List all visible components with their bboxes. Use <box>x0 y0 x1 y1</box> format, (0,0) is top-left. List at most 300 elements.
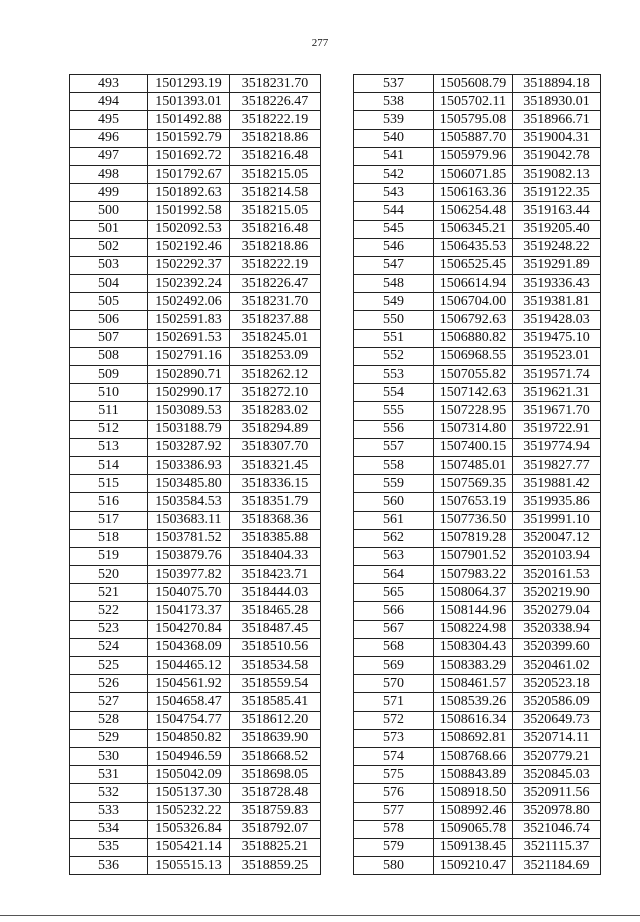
table-row <box>70 202 321 220</box>
x-coordinate-cell: 1506614.94 <box>434 275 513 293</box>
x-coordinate-cell: 1507485.01 <box>434 456 513 474</box>
point-number-cell: 538 <box>354 93 434 111</box>
y-coordinate-cell: 3518792.07 <box>230 820 321 838</box>
y-coordinate-cell: 3521184.69 <box>513 857 601 875</box>
y-coordinate-cell: 3518262.12 <box>230 366 321 384</box>
point-number-cell: 554 <box>354 384 434 402</box>
point-number-cell: 560 <box>354 493 434 511</box>
table-row <box>70 729 321 747</box>
table-row <box>354 784 601 802</box>
table-row <box>70 820 321 838</box>
x-coordinate-cell: 1501492.88 <box>148 111 230 129</box>
y-coordinate-cell: 3518226.47 <box>230 93 321 111</box>
y-coordinate-cell: 3519671.70 <box>513 402 601 420</box>
y-coordinate-cell: 3518307.70 <box>230 438 321 456</box>
table-row <box>354 566 601 584</box>
y-coordinate-cell: 3518639.90 <box>230 729 321 747</box>
x-coordinate-cell: 1507653.19 <box>434 493 513 511</box>
x-coordinate-cell: 1508992.46 <box>434 802 513 820</box>
x-coordinate-cell: 1506704.00 <box>434 293 513 311</box>
y-coordinate-cell: 3520911.56 <box>513 784 601 802</box>
y-coordinate-cell: 3519205.40 <box>513 220 601 238</box>
page-number: 277 <box>311 37 329 49</box>
table-row <box>70 766 321 784</box>
x-coordinate-cell: 1508304.43 <box>434 638 513 656</box>
y-coordinate-cell: 3518859.25 <box>230 857 321 875</box>
y-coordinate-cell: 3520586.09 <box>513 693 601 711</box>
y-coordinate-cell: 3520649.73 <box>513 711 601 729</box>
point-number-cell: 556 <box>354 420 434 438</box>
x-coordinate-cell: 1503386.93 <box>148 456 230 474</box>
table-row <box>70 747 321 765</box>
y-coordinate-cell: 3519827.77 <box>513 456 601 474</box>
y-coordinate-cell: 3521046.74 <box>513 820 601 838</box>
point-number-cell: 525 <box>70 657 148 675</box>
point-number-cell: 531 <box>70 766 148 784</box>
point-number-cell: 506 <box>70 311 148 329</box>
table-row <box>70 366 321 384</box>
point-number-cell: 579 <box>354 838 434 856</box>
table-row <box>354 366 601 384</box>
y-coordinate-cell: 3520714.11 <box>513 729 601 747</box>
point-number-cell: 494 <box>70 93 148 111</box>
x-coordinate-cell: 1508692.81 <box>434 729 513 747</box>
x-coordinate-cell: 1506792.63 <box>434 311 513 329</box>
y-coordinate-cell: 3519082.13 <box>513 165 601 183</box>
table-row <box>354 493 601 511</box>
table-row <box>354 347 601 365</box>
table-row <box>70 275 321 293</box>
point-number-cell: 526 <box>70 675 148 693</box>
point-number-cell: 508 <box>70 347 148 365</box>
x-coordinate-cell: 1503683.11 <box>148 511 230 529</box>
table-row <box>354 111 601 129</box>
x-coordinate-cell: 1507983.22 <box>434 566 513 584</box>
point-number-cell: 555 <box>354 402 434 420</box>
table-row <box>354 165 601 183</box>
table-row <box>70 129 321 147</box>
y-coordinate-cell: 3518231.70 <box>230 75 321 93</box>
y-coordinate-cell: 3518283.02 <box>230 402 321 420</box>
point-number-cell: 535 <box>70 838 148 856</box>
table-row <box>70 529 321 547</box>
y-coordinate-cell: 3518759.83 <box>230 802 321 820</box>
table-row <box>354 256 601 274</box>
table-row <box>354 820 601 838</box>
x-coordinate-cell: 1506345.21 <box>434 220 513 238</box>
point-number-cell: 577 <box>354 802 434 820</box>
table-row <box>70 693 321 711</box>
y-coordinate-cell: 3518222.19 <box>230 111 321 129</box>
point-number-cell: 559 <box>354 475 434 493</box>
x-coordinate-cell: 1508918.50 <box>434 784 513 802</box>
point-number-cell: 523 <box>70 620 148 638</box>
table-row <box>70 147 321 165</box>
y-coordinate-cell: 3518218.86 <box>230 129 321 147</box>
y-coordinate-cell: 3520161.53 <box>513 566 601 584</box>
x-coordinate-cell: 1502890.71 <box>148 366 230 384</box>
y-coordinate-cell: 3519291.89 <box>513 256 601 274</box>
table-row <box>354 675 601 693</box>
table-row <box>70 638 321 656</box>
y-coordinate-cell: 3518487.45 <box>230 620 321 638</box>
table-row <box>70 402 321 420</box>
y-coordinate-cell: 3518218.86 <box>230 238 321 256</box>
x-coordinate-cell: 1505137.30 <box>148 784 230 802</box>
point-number-cell: 552 <box>354 347 434 365</box>
point-number-cell: 520 <box>70 566 148 584</box>
x-coordinate-cell: 1505042.09 <box>148 766 230 784</box>
point-number-cell: 573 <box>354 729 434 747</box>
x-coordinate-cell: 1503781.52 <box>148 529 230 547</box>
x-coordinate-cell: 1501592.79 <box>148 129 230 147</box>
point-number-cell: 499 <box>70 184 148 202</box>
point-number-cell: 549 <box>354 293 434 311</box>
point-number-cell: 524 <box>70 638 148 656</box>
y-coordinate-cell: 3518272.10 <box>230 384 321 402</box>
y-coordinate-cell: 3519991.10 <box>513 511 601 529</box>
y-coordinate-cell: 3519042.78 <box>513 147 601 165</box>
y-coordinate-cell: 3518216.48 <box>230 147 321 165</box>
point-number-cell: 512 <box>70 420 148 438</box>
point-number-cell: 545 <box>354 220 434 238</box>
point-number-cell: 572 <box>354 711 434 729</box>
x-coordinate-cell: 1505979.96 <box>434 147 513 165</box>
table-row <box>70 311 321 329</box>
x-coordinate-cell: 1503879.76 <box>148 547 230 565</box>
y-coordinate-cell: 3518728.48 <box>230 784 321 802</box>
point-number-cell: 511 <box>70 402 148 420</box>
table-row <box>354 529 601 547</box>
y-coordinate-cell: 3519381.81 <box>513 293 601 311</box>
x-coordinate-cell: 1507055.82 <box>434 366 513 384</box>
table-row <box>70 347 321 365</box>
point-number-cell: 519 <box>70 547 148 565</box>
x-coordinate-cell: 1501892.63 <box>148 184 230 202</box>
point-number-cell: 510 <box>70 384 148 402</box>
x-coordinate-cell: 1503089.53 <box>148 402 230 420</box>
point-number-cell: 541 <box>354 147 434 165</box>
point-number-cell: 532 <box>70 784 148 802</box>
point-number-cell: 516 <box>70 493 148 511</box>
point-number-cell: 576 <box>354 784 434 802</box>
x-coordinate-cell: 1505702.11 <box>434 93 513 111</box>
x-coordinate-cell: 1506163.36 <box>434 184 513 202</box>
x-coordinate-cell: 1503977.82 <box>148 566 230 584</box>
y-coordinate-cell: 3518237.88 <box>230 311 321 329</box>
table-row <box>354 93 601 111</box>
point-number-cell: 548 <box>354 275 434 293</box>
x-coordinate-cell: 1508224.98 <box>434 620 513 638</box>
x-coordinate-cell: 1504075.70 <box>148 584 230 602</box>
table-row <box>354 857 601 875</box>
point-number-cell: 503 <box>70 256 148 274</box>
y-coordinate-cell: 3519571.74 <box>513 366 601 384</box>
x-coordinate-cell: 1504173.37 <box>148 602 230 620</box>
point-number-cell: 539 <box>354 111 434 129</box>
x-coordinate-cell: 1505795.08 <box>434 111 513 129</box>
y-coordinate-cell: 3520399.60 <box>513 638 601 656</box>
point-number-cell: 504 <box>70 275 148 293</box>
table-row <box>354 620 601 638</box>
x-coordinate-cell: 1508144.96 <box>434 602 513 620</box>
y-coordinate-cell: 3520279.04 <box>513 602 601 620</box>
point-number-cell: 500 <box>70 202 148 220</box>
point-number-cell: 527 <box>70 693 148 711</box>
y-coordinate-cell: 3518245.01 <box>230 329 321 347</box>
y-coordinate-cell: 3518423.71 <box>230 566 321 584</box>
y-coordinate-cell: 3518336.15 <box>230 475 321 493</box>
y-coordinate-cell: 3518385.88 <box>230 529 321 547</box>
point-number-cell: 565 <box>354 584 434 602</box>
table-row <box>70 438 321 456</box>
point-number-cell: 557 <box>354 438 434 456</box>
y-coordinate-cell: 3518534.58 <box>230 657 321 675</box>
x-coordinate-cell: 1505232.22 <box>148 802 230 820</box>
y-coordinate-cell: 3520523.18 <box>513 675 601 693</box>
point-number-cell: 530 <box>70 747 148 765</box>
x-coordinate-cell: 1502292.37 <box>148 256 230 274</box>
y-coordinate-cell: 3518215.05 <box>230 165 321 183</box>
y-coordinate-cell: 3519122.35 <box>513 184 601 202</box>
x-coordinate-cell: 1504658.47 <box>148 693 230 711</box>
x-coordinate-cell: 1504465.12 <box>148 657 230 675</box>
table-row <box>70 838 321 856</box>
table-row <box>354 129 601 147</box>
y-coordinate-cell: 3520461.02 <box>513 657 601 675</box>
x-coordinate-cell: 1508616.34 <box>434 711 513 729</box>
table-row <box>70 329 321 347</box>
table-row <box>70 784 321 802</box>
x-coordinate-cell: 1501293.19 <box>148 75 230 93</box>
coordinate-table-right <box>353 74 601 875</box>
point-number-cell: 537 <box>354 75 434 93</box>
table-row <box>70 165 321 183</box>
y-coordinate-cell: 3519523.01 <box>513 347 601 365</box>
table-row <box>70 602 321 620</box>
point-number-cell: 509 <box>70 366 148 384</box>
table-row <box>70 511 321 529</box>
point-number-cell: 533 <box>70 802 148 820</box>
x-coordinate-cell: 1505887.70 <box>434 129 513 147</box>
y-coordinate-cell: 3519935.86 <box>513 493 601 511</box>
y-coordinate-cell: 3518668.52 <box>230 747 321 765</box>
y-coordinate-cell: 3520779.21 <box>513 747 601 765</box>
y-coordinate-cell: 3518253.09 <box>230 347 321 365</box>
x-coordinate-cell: 1508539.26 <box>434 693 513 711</box>
y-coordinate-cell: 3520845.03 <box>513 766 601 784</box>
table-row <box>70 857 321 875</box>
y-coordinate-cell: 3518351.79 <box>230 493 321 511</box>
x-coordinate-cell: 1509138.45 <box>434 838 513 856</box>
y-coordinate-cell: 3519428.03 <box>513 311 601 329</box>
y-coordinate-cell: 3519722.91 <box>513 420 601 438</box>
table-row <box>70 802 321 820</box>
x-coordinate-cell: 1501792.67 <box>148 165 230 183</box>
x-coordinate-cell: 1503287.92 <box>148 438 230 456</box>
table-row <box>354 693 601 711</box>
y-coordinate-cell: 3518465.28 <box>230 602 321 620</box>
x-coordinate-cell: 1507901.52 <box>434 547 513 565</box>
point-number-cell: 574 <box>354 747 434 765</box>
point-number-cell: 566 <box>354 602 434 620</box>
x-coordinate-cell: 1508768.66 <box>434 747 513 765</box>
y-coordinate-cell: 3520103.94 <box>513 547 601 565</box>
point-number-cell: 529 <box>70 729 148 747</box>
y-coordinate-cell: 3520047.12 <box>513 529 601 547</box>
table-row <box>70 256 321 274</box>
x-coordinate-cell: 1508383.29 <box>434 657 513 675</box>
table-row <box>354 275 601 293</box>
point-number-cell: 551 <box>354 329 434 347</box>
x-coordinate-cell: 1508461.57 <box>434 675 513 693</box>
x-coordinate-cell: 1506435.53 <box>434 238 513 256</box>
x-coordinate-cell: 1501692.72 <box>148 147 230 165</box>
y-coordinate-cell: 3518698.05 <box>230 766 321 784</box>
point-number-cell: 514 <box>70 456 148 474</box>
x-coordinate-cell: 1502990.17 <box>148 384 230 402</box>
x-coordinate-cell: 1509065.78 <box>434 820 513 838</box>
point-number-cell: 528 <box>70 711 148 729</box>
table-row <box>354 766 601 784</box>
point-number-cell: 501 <box>70 220 148 238</box>
y-coordinate-cell: 3520338.94 <box>513 620 601 638</box>
x-coordinate-cell: 1502492.06 <box>148 293 230 311</box>
x-coordinate-cell: 1506880.82 <box>434 329 513 347</box>
y-coordinate-cell: 3518585.41 <box>230 693 321 711</box>
point-number-cell: 568 <box>354 638 434 656</box>
table-row <box>70 675 321 693</box>
table-row <box>70 547 321 565</box>
table-row <box>354 384 601 402</box>
point-number-cell: 563 <box>354 547 434 565</box>
point-number-cell: 518 <box>70 529 148 547</box>
table-row <box>70 184 321 202</box>
table-row <box>70 93 321 111</box>
x-coordinate-cell: 1505608.79 <box>434 75 513 93</box>
y-coordinate-cell: 3519248.22 <box>513 238 601 256</box>
x-coordinate-cell: 1508843.89 <box>434 766 513 784</box>
point-number-cell: 497 <box>70 147 148 165</box>
point-number-cell: 542 <box>354 165 434 183</box>
table-row <box>354 711 601 729</box>
table-row <box>354 802 601 820</box>
point-number-cell: 580 <box>354 857 434 875</box>
y-coordinate-cell: 3519163.44 <box>513 202 601 220</box>
point-number-cell: 578 <box>354 820 434 838</box>
x-coordinate-cell: 1506071.85 <box>434 165 513 183</box>
table-row <box>70 711 321 729</box>
point-number-cell: 553 <box>354 366 434 384</box>
x-coordinate-cell: 1502691.53 <box>148 329 230 347</box>
x-coordinate-cell: 1506525.45 <box>434 256 513 274</box>
x-coordinate-cell: 1507819.28 <box>434 529 513 547</box>
table-row <box>354 547 601 565</box>
table-row <box>354 420 601 438</box>
y-coordinate-cell: 3518894.18 <box>513 75 601 93</box>
y-coordinate-cell: 3518321.45 <box>230 456 321 474</box>
point-number-cell: 507 <box>70 329 148 347</box>
y-coordinate-cell: 3518216.48 <box>230 220 321 238</box>
table-row <box>354 511 601 529</box>
x-coordinate-cell: 1504368.09 <box>148 638 230 656</box>
page-bottom-rule <box>0 915 640 916</box>
point-number-cell: 547 <box>354 256 434 274</box>
x-coordinate-cell: 1505515.13 <box>148 857 230 875</box>
point-number-cell: 521 <box>70 584 148 602</box>
table-row <box>70 420 321 438</box>
table-row <box>70 456 321 474</box>
point-number-cell: 515 <box>70 475 148 493</box>
table-row <box>70 238 321 256</box>
x-coordinate-cell: 1502092.53 <box>148 220 230 238</box>
y-coordinate-cell: 3518612.20 <box>230 711 321 729</box>
x-coordinate-cell: 1505421.14 <box>148 838 230 856</box>
y-coordinate-cell: 3518510.56 <box>230 638 321 656</box>
y-coordinate-cell: 3518222.19 <box>230 256 321 274</box>
x-coordinate-cell: 1507400.15 <box>434 438 513 456</box>
point-number-cell: 571 <box>354 693 434 711</box>
x-coordinate-cell: 1504946.59 <box>148 747 230 765</box>
x-coordinate-cell: 1501393.01 <box>148 93 230 111</box>
x-coordinate-cell: 1507228.95 <box>434 402 513 420</box>
x-coordinate-cell: 1506968.55 <box>434 347 513 365</box>
table-row <box>354 402 601 420</box>
table-row <box>354 638 601 656</box>
table-row <box>354 657 601 675</box>
point-number-cell: 550 <box>354 311 434 329</box>
table-row <box>70 657 321 675</box>
table-row <box>354 311 601 329</box>
y-coordinate-cell: 3518214.58 <box>230 184 321 202</box>
x-coordinate-cell: 1502791.16 <box>148 347 230 365</box>
point-number-cell: 513 <box>70 438 148 456</box>
y-coordinate-cell: 3518231.70 <box>230 293 321 311</box>
table-row <box>354 293 601 311</box>
table-row <box>70 584 321 602</box>
x-coordinate-cell: 1504561.92 <box>148 675 230 693</box>
point-number-cell: 567 <box>354 620 434 638</box>
x-coordinate-cell: 1507736.50 <box>434 511 513 529</box>
table-row <box>354 147 601 165</box>
x-coordinate-cell: 1507569.35 <box>434 475 513 493</box>
table-row <box>354 602 601 620</box>
y-coordinate-cell: 3518215.05 <box>230 202 321 220</box>
y-coordinate-cell: 3519004.31 <box>513 129 601 147</box>
point-number-cell: 517 <box>70 511 148 529</box>
table-row <box>354 584 601 602</box>
point-number-cell: 558 <box>354 456 434 474</box>
table-row <box>70 220 321 238</box>
x-coordinate-cell: 1502192.46 <box>148 238 230 256</box>
y-coordinate-cell: 3521115.37 <box>513 838 601 856</box>
x-coordinate-cell: 1505326.84 <box>148 820 230 838</box>
y-coordinate-cell: 3518404.33 <box>230 547 321 565</box>
x-coordinate-cell: 1501992.58 <box>148 202 230 220</box>
table-row <box>70 493 321 511</box>
point-number-cell: 564 <box>354 566 434 584</box>
x-coordinate-cell: 1502591.83 <box>148 311 230 329</box>
y-coordinate-cell: 3518368.36 <box>230 511 321 529</box>
y-coordinate-cell: 3520978.80 <box>513 802 601 820</box>
point-number-cell: 543 <box>354 184 434 202</box>
table-row <box>70 620 321 638</box>
point-number-cell: 498 <box>70 165 148 183</box>
table-row <box>354 456 601 474</box>
x-coordinate-cell: 1503188.79 <box>148 420 230 438</box>
x-coordinate-cell: 1503584.53 <box>148 493 230 511</box>
point-number-cell: 496 <box>70 129 148 147</box>
